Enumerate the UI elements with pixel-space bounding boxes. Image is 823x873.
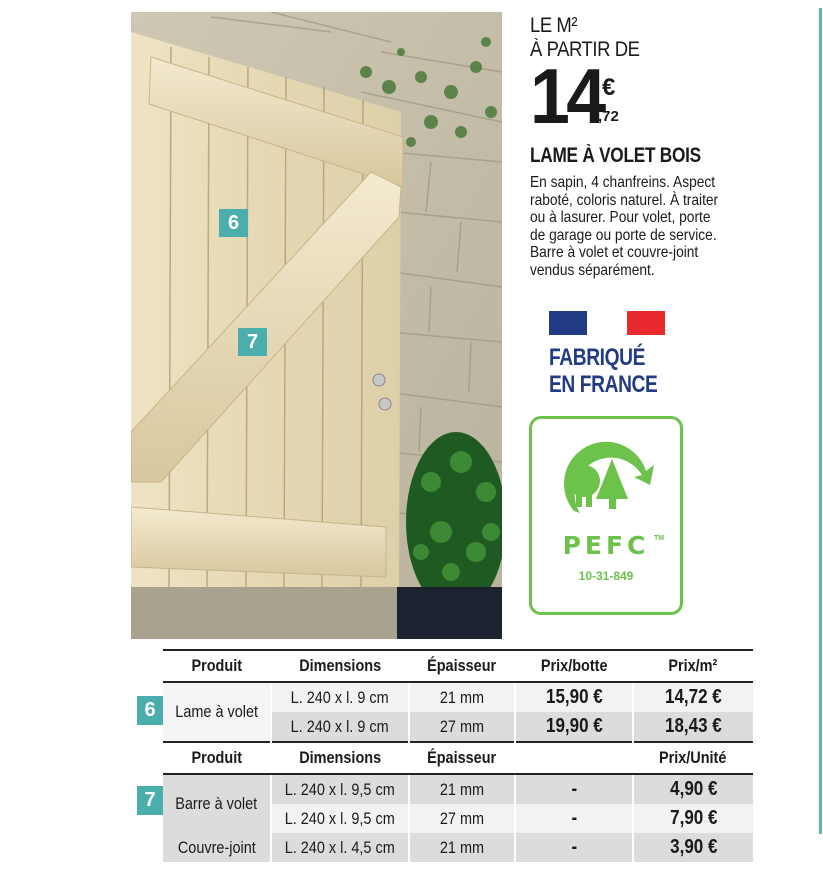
- table-row: [163, 774, 753, 804]
- col-header-dimensions: Dimensions: [271, 742, 409, 774]
- description-line: En sapin, 4 chanfreins. Aspect: [530, 174, 716, 191]
- flag-red-stripe: [627, 311, 665, 335]
- price-table: [163, 651, 753, 862]
- empty-price-cell: -: [515, 774, 633, 804]
- dimensions-cell: L. 240 x l. 9 cm: [271, 682, 409, 712]
- promo-block: [530, 14, 810, 280]
- col-header-prix-unite: Prix/Unité: [633, 742, 753, 774]
- description-line: vendus séparément.: [530, 261, 655, 279]
- product-cell: Lame à volet: [163, 682, 271, 742]
- prix-m2-cell: 18,43 €: [633, 712, 753, 742]
- dimensions-cell: L. 240 x l. 9,5 cm: [271, 774, 409, 804]
- col-header-epaisseur: Épaisseur: [409, 742, 515, 774]
- table-header-row-2: [163, 742, 753, 774]
- price-tag: [530, 52, 810, 140]
- col-header-prix-botte: Prix/botte: [515, 651, 633, 682]
- product-cell: Barre à volet: [163, 774, 271, 833]
- door-illustration: [131, 12, 502, 639]
- price-currency: €: [602, 74, 616, 101]
- prix-unite-cell: 7,90 €: [633, 804, 753, 833]
- product-photo: [131, 12, 502, 639]
- photo-badge-6: 6: [219, 209, 248, 237]
- col-header-dimensions: Dimensions: [271, 651, 409, 682]
- pefc-code: 10-31-849: [578, 569, 634, 583]
- prix-unite-cell: 3,90 €: [633, 833, 753, 862]
- french-flag-icon: [549, 311, 665, 335]
- prix-botte-cell: 15,90 €: [515, 682, 633, 712]
- pefc-wordmark: PEFC: [562, 531, 650, 560]
- dimensions-cell: L. 240 x l. 9 cm: [271, 712, 409, 742]
- photo-badge-7: 7: [238, 328, 267, 356]
- prix-botte-cell: 19,90 €: [515, 712, 633, 742]
- description-line: de garage ou porte de service.: [530, 226, 717, 244]
- made-in-france-line1: FABRIQUÉ: [549, 344, 646, 371]
- dimensions-cell: L. 240 x l. 9,5 cm: [271, 804, 409, 833]
- col-header-produit: Produit: [163, 742, 271, 774]
- made-in-france-line2: EN FRANCE: [549, 371, 658, 398]
- col-header-epaisseur: Épaisseur: [409, 651, 515, 682]
- empty-price-cell: -: [515, 804, 633, 833]
- table-badge-6: 6: [137, 696, 163, 725]
- product-description: [530, 174, 779, 280]
- product-cell: Couvre-joint: [163, 833, 271, 862]
- page-edge-rule: [819, 8, 822, 834]
- price-lead-line1: LE M²: [530, 14, 578, 37]
- flag-blue-stripe: [549, 311, 587, 335]
- epaisseur-cell: 21 mm: [409, 833, 515, 862]
- epaisseur-cell: 27 mm: [409, 804, 515, 833]
- table-badge-7: 7: [137, 786, 163, 815]
- price-decimals: ,72: [598, 108, 619, 125]
- empty-price-cell: -: [515, 833, 633, 862]
- col-header-empty: [515, 742, 633, 774]
- prix-m2-cell: 14,72 €: [633, 682, 753, 712]
- description-line: Barre à volet et couvre-joint: [530, 244, 699, 262]
- epaisseur-cell: 21 mm: [409, 774, 515, 804]
- pefc-trademark: TM: [654, 535, 665, 542]
- price-lead-line2: À PARTIR DE: [530, 38, 640, 61]
- col-header-prix-m2: Prix/m²: [633, 651, 753, 682]
- pefc-certification-logo: [529, 416, 683, 615]
- table-row: [163, 833, 753, 862]
- description-line: ou à lasurer. Pour volet, porte: [530, 209, 711, 227]
- prix-unite-cell: 4,90 €: [633, 774, 753, 804]
- product-title: LAME À VOLET BOIS: [530, 144, 701, 167]
- table-header-row-1: [163, 651, 753, 682]
- col-header-produit: Produit: [163, 651, 271, 682]
- description-line: raboté, coloris naturel. À traiter: [530, 191, 719, 209]
- pefc-trees-icon: [554, 441, 658, 531]
- epaisseur-cell: 27 mm: [409, 712, 515, 742]
- dimensions-cell: L. 240 x l. 4,5 cm: [271, 833, 409, 862]
- table-row: [163, 682, 753, 712]
- epaisseur-cell: 21 mm: [409, 682, 515, 712]
- price-integer: 14: [530, 52, 603, 140]
- made-in-france-label: [549, 344, 661, 398]
